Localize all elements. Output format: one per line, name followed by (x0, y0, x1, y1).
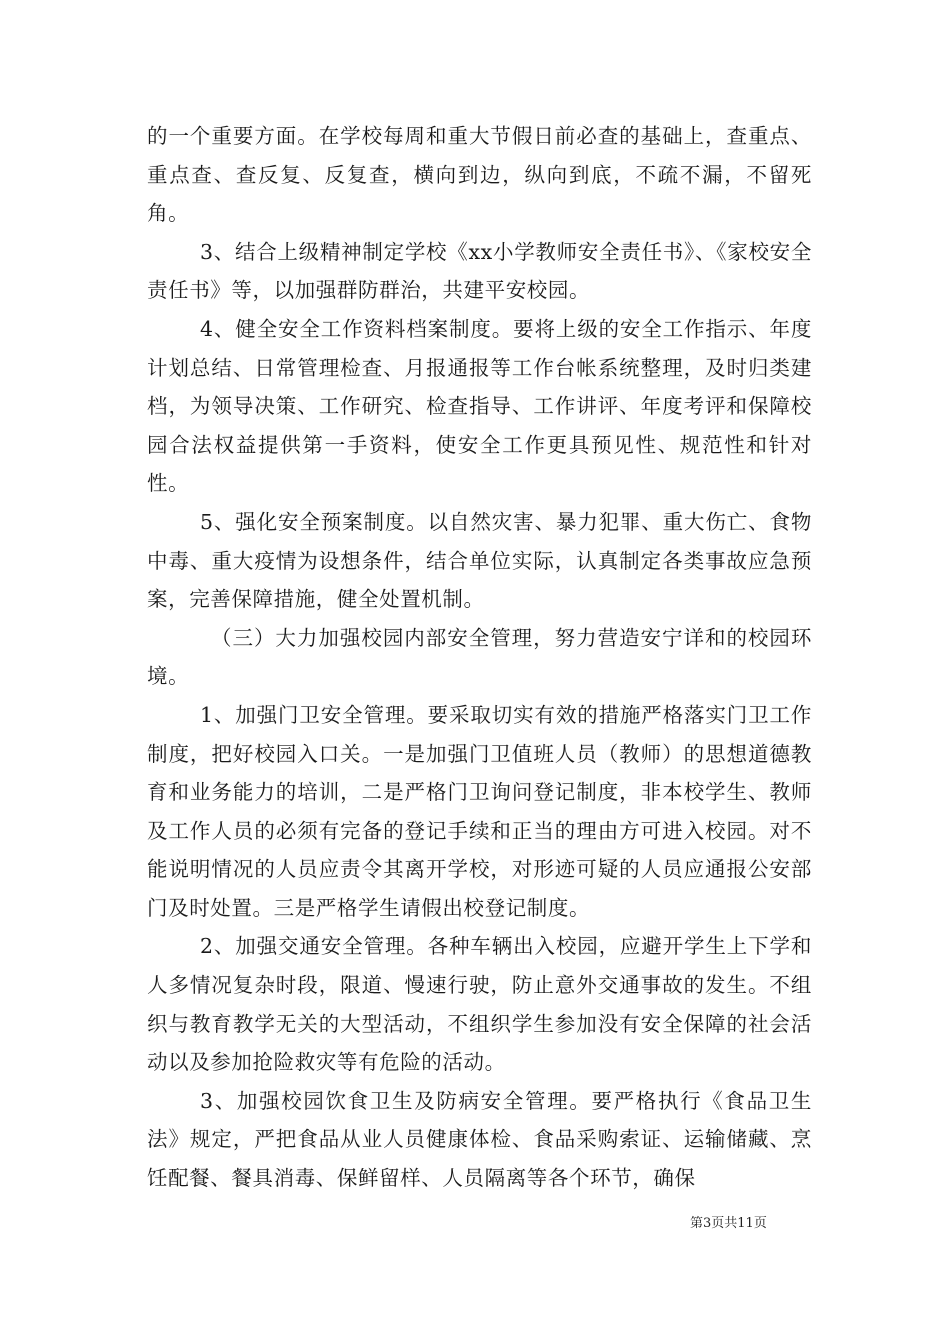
paragraph-item-4-archives: 4、健全安全工作资料档案制度。要将上级的安全工作指示、年度计划总结、日常管理检查、月报通报等工作台帐系统整理，及时归类建档，为领导决策、工作研究、检查指导、工作讲评、年度考评和保障校园合法权益提供第一手资料，使安全工作更具预见性、规范性和针对性。 (147, 316, 812, 496)
document-body (147, 117, 812, 1198)
paragraph-item-3-responsibility: 3、结合上级精神制定学校《xx小学教师安全责任书》、《家校安全责任书》等，以加强群防群治，共建平安校园。 (147, 239, 812, 303)
paragraph-item-3-food: 3、加强校园饮食卫生及防病安全管理。要严格执行《食品卫生法》规定，严把食品从业人员健康体检、食品采购索证、运输储藏、烹饪配餐、餐具消毒、保鲜留样、人员隔离等各个环节，确保 (147, 1088, 812, 1191)
paragraph-continuation: 的一个重要方面。在学校每周和重大节假日前必查的基础上，查重点、重点查、查反复、反复查，横向到边，纵向到底，不疏不漏，不留死角。 (147, 124, 812, 226)
paragraph-item-2-traffic: 2、加强交通安全管理。各种车辆出入校园，应避开学生上下学和人多情况复杂时段，限道、慢速行驶，防止意外交通事故的发生。不组织与教育教学无关的大型活动，不组织学生参加没有安全保障的社会活动以及参加抢险救灾等有危险的活动。 (147, 934, 812, 1075)
page-number-footer: 第3页共11页 (690, 1216, 767, 1231)
paragraph-item-5-contingency: 5、强化安全预案制度。以自然灾害、暴力犯罪、重大伤亡、食物中毒、重大疫情为设想条件，结合单位实际，认真制定各类事故应急预案，完善保障措施，健全处置机制。 (147, 509, 812, 612)
section-heading-3: （三）大力加强校园内部安全管理，努力营造安宁详和的校园环境。 (147, 625, 812, 689)
paragraph-item-1-gate: 1、加强门卫安全管理。要采取切实有效的措施严格落实门卫工作制度，把好校园入口关。一是加强门卫值班人员（教师）的思想道德教育和业务能力的培训，二是严格门卫询问登记制度，非本校学生、教师及工作人员的必须有完备的登记手续和正当的理由方可进入校园。对不能说明情况的人员应责令其离开学校，对形迹可疑的人员应通报公安部门及时处置。三是严格学生请假出校登记制度。 (147, 702, 812, 920)
